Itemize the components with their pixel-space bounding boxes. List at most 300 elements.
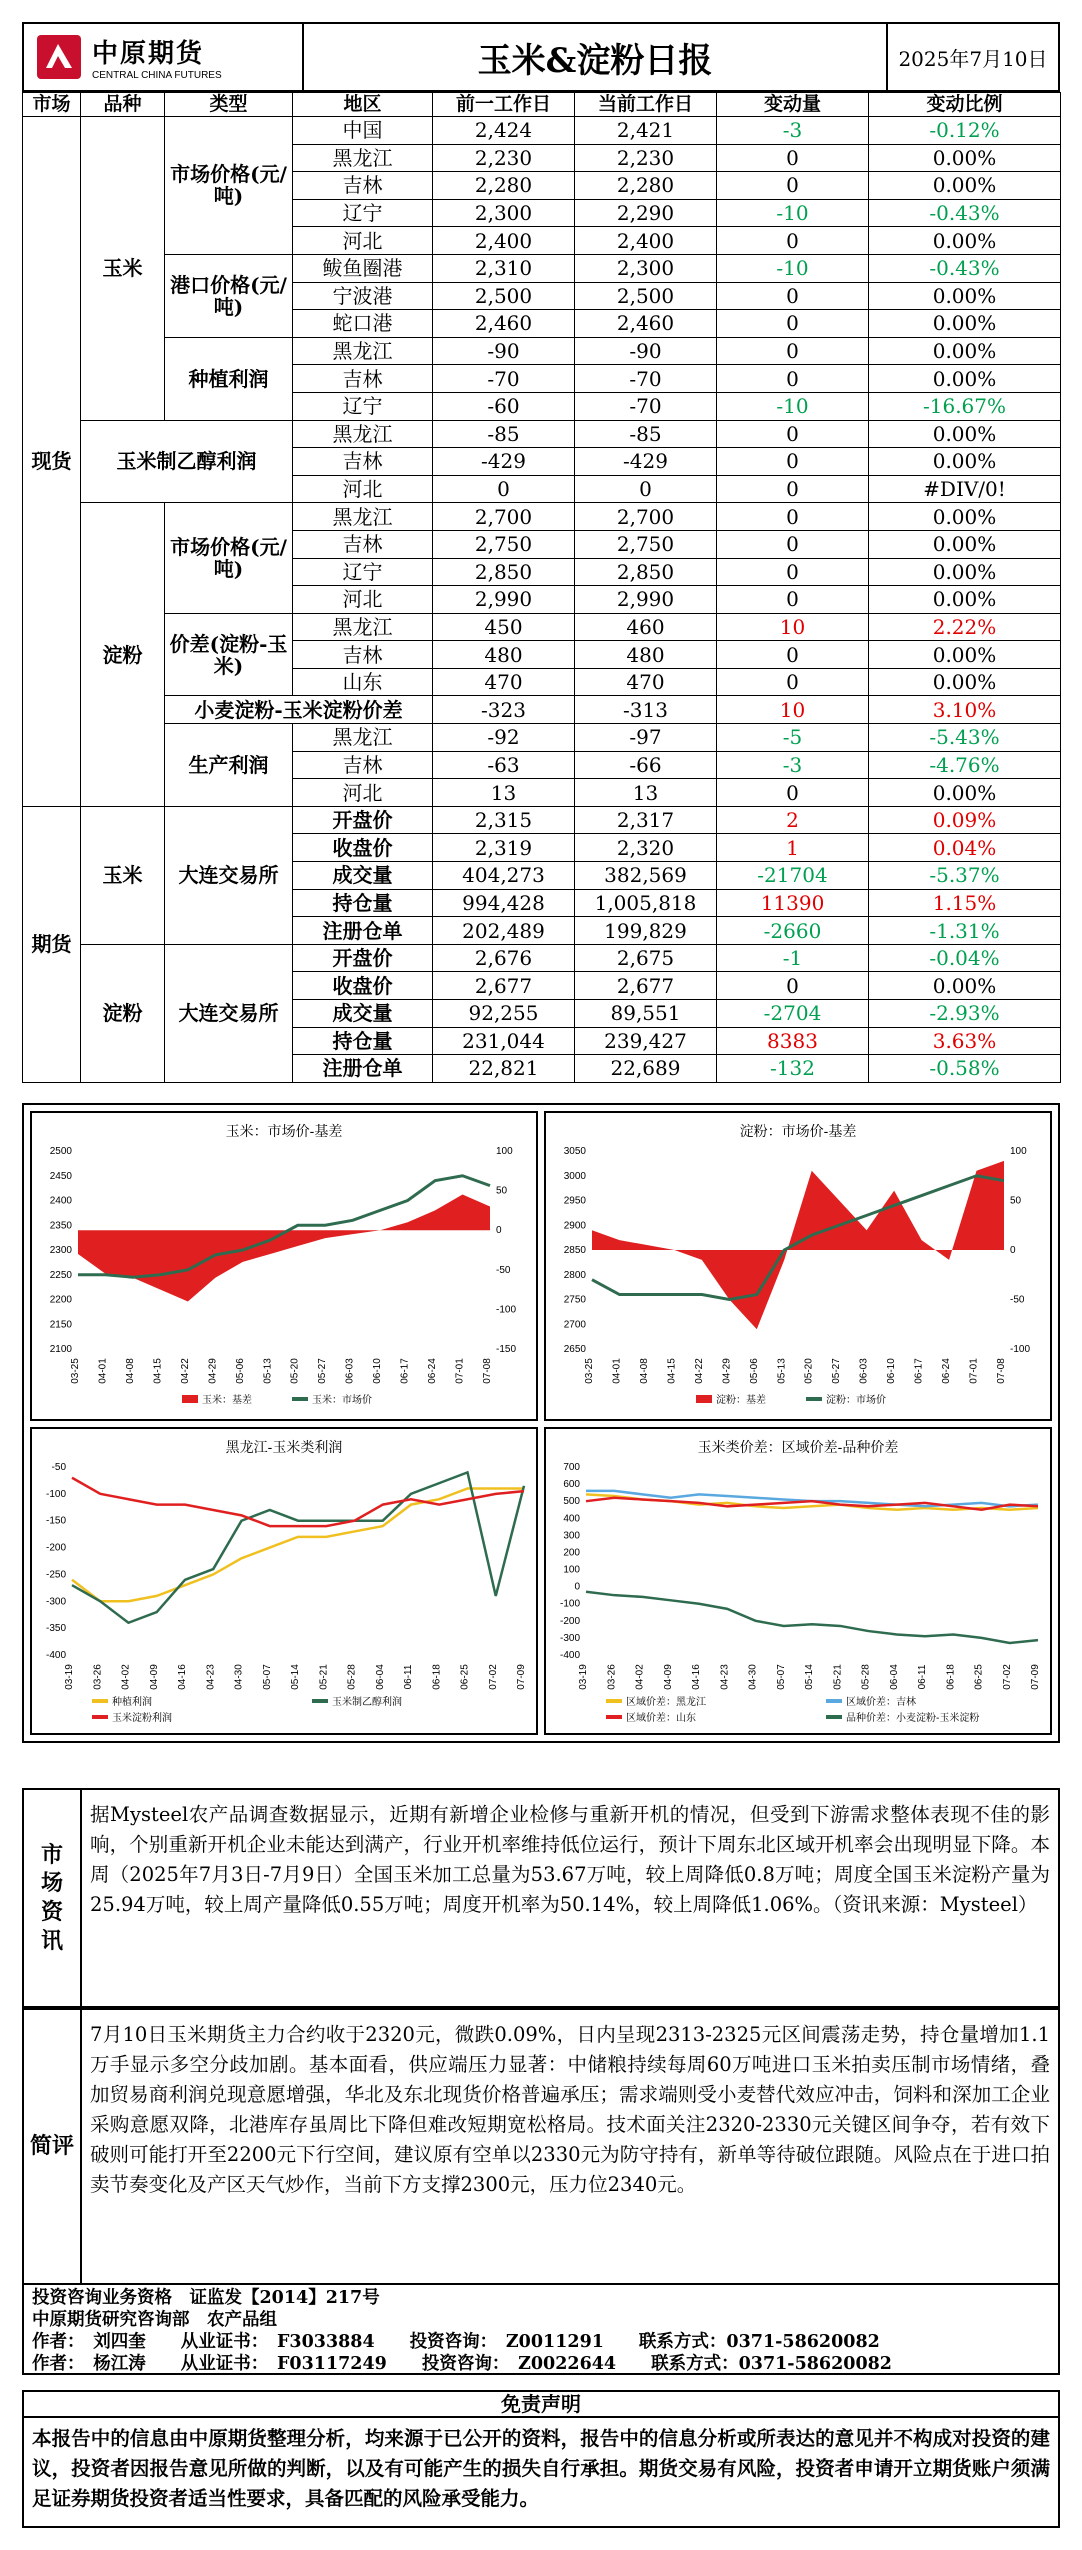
report-header [22, 22, 1060, 92]
prev-cell: 2,315 [433, 806, 575, 834]
change-cell: 0 [717, 337, 869, 365]
legend-swatch [606, 1699, 622, 1703]
y-tick-label: 2500 [49, 1146, 72, 1157]
change-cell: -5 [717, 724, 869, 752]
x-tick-label: 05-06 [234, 1358, 246, 1384]
comment-label: 简评 [24, 2010, 82, 2283]
y-tick-label: 2750 [563, 1294, 586, 1306]
x-tick-label: 06-18 [945, 1664, 957, 1690]
y-tick-label: 2350 [49, 1220, 72, 1232]
y2-tick-label: 100 [1010, 1146, 1027, 1157]
y-tick-label: 100 [563, 1564, 580, 1576]
logo-icon [34, 32, 84, 82]
curr-cell: 2,460 [575, 310, 717, 338]
change-cell: 0 [717, 310, 869, 338]
group-cell: 生产利润 [165, 724, 293, 807]
change-cell: 1 [717, 834, 869, 862]
y-tick-label: 2250 [49, 1269, 72, 1281]
region-cell: 黑龙江 [293, 724, 433, 752]
region-cell: 山东 [293, 668, 433, 696]
region-cell: 收盘价 [293, 972, 433, 1000]
group-cell: 价差(淀粉-玉米) [165, 613, 293, 696]
change-cell: 10 [717, 696, 869, 724]
y2-tick-label: -100 [496, 1304, 517, 1316]
region-cell: 河北 [293, 586, 433, 614]
y2-tick-label: -100 [1010, 1344, 1031, 1355]
y-tick-label: -100 [559, 1598, 580, 1610]
curr-cell: 2,421 [575, 117, 717, 145]
x-tick-label: 04-08 [124, 1358, 136, 1384]
region-cell: 吉林 [293, 751, 433, 779]
region-cell: 黑龙江 [293, 613, 433, 641]
table-row [23, 254, 1061, 282]
change-cell: -3 [717, 117, 869, 145]
x-tick-label: 04-08 [638, 1358, 650, 1384]
pct-cell: 3.10% [869, 696, 1061, 724]
y-tick-label: -400 [559, 1650, 580, 1661]
prev-cell: -323 [433, 696, 575, 724]
col-header: 品种 [81, 93, 165, 117]
group-cell: 种植利润 [165, 337, 293, 420]
legend-swatch [182, 1395, 198, 1403]
region-cell: 成交量 [293, 1000, 433, 1028]
change-cell: -2660 [717, 917, 869, 945]
y-tick-label: -250 [45, 1569, 66, 1581]
table-row [23, 944, 1061, 972]
change-cell: 0 [717, 172, 869, 200]
region-cell: 黑龙江 [293, 420, 433, 448]
news-text: 据Mysteel农产品调查数据显示，近期有新增企业检修与重新开机的情况，但受到下游需求整体表现不佳的影响，个别重新开机企业未能达到满产，行业开机率维持低位运行，预计下周东北区域开机率会出现明显下降。本周（2025年7月3日-7月9日）全国玉米加工总量为53.67万吨，较上周降低0.8万吨；周度全国玉米淀粉产量为25.94万吨，较上周产量降低0.55万吨；周度开机率为50.14%，较上周降低1.06%。（资讯来源：Mysteel） [90, 1803, 1050, 1916]
pct-cell: 2.22% [869, 613, 1061, 641]
legend-swatch [92, 1715, 108, 1719]
change-cell: -132 [717, 1055, 869, 1083]
disclaimer-title: 免责声明 [22, 2390, 1060, 2418]
x-tick-label: 03-25 [584, 1358, 595, 1384]
y-tick-label: 2950 [563, 1195, 586, 1207]
news-label [24, 1790, 82, 2006]
pct-cell: 0.00% [869, 420, 1061, 448]
legend-swatch [292, 1397, 308, 1401]
pct-cell: 0.00% [869, 668, 1061, 696]
col-header: 变动量 [717, 93, 869, 117]
y-tick-label: -400 [45, 1650, 66, 1661]
change-cell: 2 [717, 806, 869, 834]
change-cell: 0 [717, 972, 869, 1000]
prev-cell: 13 [433, 779, 575, 807]
x-tick-label: 07-09 [516, 1664, 527, 1690]
y2-tick-label: 100 [496, 1146, 513, 1157]
pct-cell: 0.00% [869, 503, 1061, 531]
curr-cell: 480 [575, 641, 717, 669]
pct-cell: 0.00% [869, 172, 1061, 200]
x-tick-label: 06-04 [374, 1664, 386, 1690]
pct-cell: 0.09% [869, 806, 1061, 834]
chart-title: 玉米类价差：区域价差-品种价差 [697, 1439, 899, 1455]
change-cell: 0 [717, 530, 869, 558]
chart-svg [546, 1113, 1050, 1419]
curr-cell: 2,400 [575, 227, 717, 255]
group-cell: 玉米 [81, 117, 165, 421]
col-header: 市场 [23, 93, 81, 117]
legend-swatch [826, 1715, 842, 1719]
region-cell: 开盘价 [293, 944, 433, 972]
y2-tick-label: -50 [496, 1264, 511, 1276]
news-label-text: 市场资讯 [40, 1841, 63, 1954]
x-tick-label: 05-06 [748, 1358, 760, 1384]
pct-cell: 0.00% [869, 227, 1061, 255]
change-cell: 0 [717, 365, 869, 393]
pct-cell: -0.43% [869, 199, 1061, 227]
curr-cell: 382,569 [575, 862, 717, 890]
legend-label: 区域价差：山东 [626, 1713, 696, 1724]
chart-svg [546, 1429, 1050, 1733]
company-logo [24, 24, 304, 90]
col-header: 变动比例 [869, 93, 1061, 117]
x-tick-label: 05-13 [262, 1358, 274, 1384]
y-tick-label: 0 [574, 1581, 580, 1593]
curr-cell: -85 [575, 420, 717, 448]
legend-swatch [806, 1397, 822, 1401]
prev-cell: -85 [433, 420, 575, 448]
region-cell: 吉林 [293, 448, 433, 476]
group-cell: 大连交易所 [165, 806, 293, 944]
x-tick-label: 04-16 [177, 1664, 188, 1690]
pct-cell: -5.43% [869, 724, 1061, 752]
group-cell: 市场价格(元/吨) [165, 117, 293, 255]
y-tick-label: 2700 [563, 1319, 586, 1331]
prev-cell: 2,319 [433, 834, 575, 862]
prev-cell: -92 [433, 724, 575, 752]
pct-cell: #DIV/0! [869, 475, 1061, 503]
y-tick-label: 2450 [49, 1170, 72, 1182]
pct-cell: -1.31% [869, 917, 1061, 945]
prev-cell: 994,428 [433, 889, 575, 917]
prev-cell: 2,280 [433, 172, 575, 200]
y2-tick-label: 50 [496, 1185, 508, 1197]
group-cell: 淀粉 [81, 503, 165, 807]
group-cell: 玉米制乙醇利润 [81, 420, 293, 503]
change-cell: -21704 [717, 862, 869, 890]
curr-cell: 2,990 [575, 586, 717, 614]
y2-tick-label: -50 [1010, 1294, 1025, 1306]
region-cell: 辽宁 [293, 199, 433, 227]
x-tick-label: 06-17 [399, 1358, 411, 1384]
legend-label: 淀粉：基差 [716, 1395, 766, 1406]
curr-cell: 2,230 [575, 144, 717, 172]
region-cell: 宁波港 [293, 282, 433, 310]
change-cell: 0 [717, 641, 869, 669]
company-name-cn: 中原期货 [92, 39, 205, 69]
series-line [72, 1488, 524, 1601]
col-header: 当前工作日 [575, 93, 717, 117]
region-cell: 中国 [293, 117, 433, 145]
x-tick-label: 07-02 [487, 1664, 499, 1690]
pct-cell: 0.00% [869, 641, 1061, 669]
curr-cell: 2,320 [575, 834, 717, 862]
pct-cell: -0.43% [869, 254, 1061, 282]
prev-cell: 2,424 [433, 117, 575, 145]
legend-swatch [312, 1699, 328, 1703]
change-cell: 10 [717, 613, 869, 641]
x-tick-label: 06-11 [403, 1664, 414, 1690]
region-cell: 吉林 [293, 172, 433, 200]
region-cell: 辽宁 [293, 558, 433, 586]
prev-cell: 2,400 [433, 227, 575, 255]
x-tick-label: 06-24 [427, 1358, 439, 1384]
pct-cell: -2.93% [869, 1000, 1061, 1028]
series-line [586, 1491, 1038, 1506]
legend-label: 玉米：基差 [202, 1395, 252, 1406]
prev-cell: 2,300 [433, 199, 575, 227]
prev-cell: -90 [433, 337, 575, 365]
legend-swatch [696, 1395, 712, 1403]
region-cell: 鲅鱼圈港 [293, 254, 433, 282]
prev-cell: -60 [433, 392, 575, 420]
prev-cell: 450 [433, 613, 575, 641]
prev-cell: 2,676 [433, 944, 575, 972]
legend-label: 淀粉：市场价 [826, 1395, 886, 1406]
x-tick-label: 07-08 [482, 1358, 493, 1384]
legend-swatch [606, 1715, 622, 1719]
x-tick-label: 06-25 [973, 1664, 985, 1690]
y-tick-label: -50 [51, 1462, 66, 1473]
prev-cell: 2,310 [433, 254, 575, 282]
chart-svg [32, 1113, 536, 1419]
region-cell: 持仓量 [293, 1027, 433, 1055]
x-tick-label: 04-01 [611, 1358, 623, 1384]
x-tick-label: 05-28 [860, 1664, 872, 1690]
curr-cell: 2,700 [575, 503, 717, 531]
disclaimer-text: 本报告中的信息由中原期货整理分析，均来源于已公开的资料，报告中的信息分析或所表达的意见并不构成对投资的建议，投资者因报告意见所做的判断，以及有可能产生的损失自行承担。期货交易有风险，投资者申请开立期货账户须满足证券期货投资者适当性要求，具备匹配的风险承受能力。 [22, 2418, 1060, 2528]
table-row [23, 503, 1061, 531]
x-tick-label: 03-19 [64, 1664, 75, 1690]
x-tick-label: 04-09 [662, 1664, 674, 1690]
dept-line: 中原期货研究咨询部 农产品组 [32, 2310, 277, 2330]
pct-cell: 0.00% [869, 310, 1061, 338]
prev-cell: 92,255 [433, 1000, 575, 1028]
x-tick-label: 05-20 [803, 1358, 815, 1384]
change-cell: 0 [717, 779, 869, 807]
y-tick-label: -200 [45, 1542, 66, 1554]
market-news [22, 1788, 1060, 2008]
prev-cell: 2,700 [433, 503, 575, 531]
y-tick-label: 2300 [49, 1245, 72, 1256]
curr-cell: -97 [575, 724, 717, 752]
pct-cell: -0.04% [869, 944, 1061, 972]
change-cell: -1 [717, 944, 869, 972]
legend-swatch [92, 1699, 108, 1703]
pct-cell: 0.04% [869, 834, 1061, 862]
curr-cell: 2,675 [575, 944, 717, 972]
curr-cell: 470 [575, 668, 717, 696]
x-tick-label: 04-09 [148, 1664, 160, 1690]
y-tick-label: -300 [45, 1596, 66, 1608]
group-cell: 淀粉 [81, 944, 165, 1082]
change-cell: -3 [717, 751, 869, 779]
pct-cell: 0.00% [869, 586, 1061, 614]
y-tick-label: 2400 [49, 1195, 72, 1207]
y-tick-label: 2800 [563, 1269, 586, 1281]
charts-panel [22, 1103, 1060, 1743]
curr-cell: 2,677 [575, 972, 717, 1000]
legend-label: 区域价差：黑龙江 [626, 1697, 706, 1708]
report-title: 玉米&淀粉日报 [304, 24, 888, 90]
legend-label: 玉米淀粉利润 [112, 1713, 172, 1724]
x-tick-label: 06-03 [858, 1358, 870, 1384]
pct-cell: -5.37% [869, 862, 1061, 890]
x-tick-label: 03-26 [92, 1664, 104, 1690]
prev-cell: 2,460 [433, 310, 575, 338]
prev-cell: -70 [433, 365, 575, 393]
table-row [23, 724, 1061, 752]
prev-cell: 404,273 [433, 862, 575, 890]
x-tick-label: 06-03 [344, 1358, 356, 1384]
y-tick-label: 300 [563, 1530, 580, 1542]
prev-cell: 2,500 [433, 282, 575, 310]
x-tick-label: 06-17 [913, 1358, 925, 1384]
x-tick-label: 05-28 [346, 1664, 358, 1690]
change-cell: -10 [717, 199, 869, 227]
change-cell: 0 [717, 503, 869, 531]
curr-cell: 239,427 [575, 1027, 717, 1055]
y-tick-label: 2150 [49, 1319, 72, 1331]
starch-basis-chart [544, 1111, 1052, 1421]
pct-cell: 0.00% [869, 365, 1061, 393]
y-tick-label: -150 [45, 1515, 66, 1527]
change-cell: 0 [717, 227, 869, 255]
change-cell: 0 [717, 586, 869, 614]
x-tick-label: 04-15 [666, 1358, 678, 1384]
license-line: 投资咨询业务资格 证监发【2014】217号 [32, 2288, 380, 2308]
x-tick-label: 03-19 [578, 1664, 589, 1690]
group-cell: 期货 [23, 806, 81, 1082]
heilongjiang-profit-chart [30, 1427, 538, 1735]
chart-title: 玉米：市场价-基差 [225, 1123, 343, 1139]
region-cell: 黑龙江 [293, 337, 433, 365]
curr-cell: 2,750 [575, 530, 717, 558]
x-tick-label: 05-27 [317, 1358, 329, 1384]
report-date: 2025年7月10日 [898, 46, 1048, 71]
curr-cell: 199,829 [575, 917, 717, 945]
curr-cell: 2,850 [575, 558, 717, 586]
region-cell: 注册仓单 [293, 917, 433, 945]
legend-label: 玉米：市场价 [312, 1395, 372, 1406]
region-cell: 注册仓单 [293, 1055, 433, 1083]
y-tick-label: 2850 [563, 1245, 586, 1256]
change-cell: 11390 [717, 889, 869, 917]
y-tick-label: 2900 [563, 1220, 586, 1232]
legend-label: 玉米制乙醇利润 [332, 1697, 402, 1708]
chart-title: 黑龙江-玉米类利润 [225, 1439, 343, 1455]
x-tick-label: 04-30 [747, 1664, 759, 1690]
basis-area [78, 1195, 490, 1302]
x-tick-label: 04-02 [120, 1664, 132, 1690]
pct-cell: 0.00% [869, 972, 1061, 1000]
y2-tick-label: 0 [1010, 1245, 1016, 1256]
chart-title: 淀粉：市场价-基差 [739, 1123, 857, 1139]
group-cell: 玉米 [81, 806, 165, 944]
curr-cell: -429 [575, 448, 717, 476]
prev-cell: 2,750 [433, 530, 575, 558]
prev-cell: -63 [433, 751, 575, 779]
x-tick-label: 04-30 [233, 1664, 245, 1690]
prev-cell: 480 [433, 641, 575, 669]
prev-cell: 2,230 [433, 144, 575, 172]
table-row [23, 420, 1061, 448]
pct-cell: -0.58% [869, 1055, 1061, 1083]
x-tick-label: 06-04 [888, 1664, 900, 1690]
change-cell: -10 [717, 254, 869, 282]
x-tick-label: 06-18 [431, 1664, 443, 1690]
pct-cell: -16.67% [869, 392, 1061, 420]
region-cell: 河北 [293, 227, 433, 255]
col-header: 类型 [165, 93, 293, 117]
curr-cell: 13 [575, 779, 717, 807]
x-tick-label: 05-14 [804, 1664, 815, 1690]
region-cell: 黑龙江 [293, 144, 433, 172]
region-cell: 开盘价 [293, 806, 433, 834]
region-cell: 持仓量 [293, 889, 433, 917]
curr-cell: -70 [575, 392, 717, 420]
prev-cell: 470 [433, 668, 575, 696]
region-cell: 吉林 [293, 641, 433, 669]
y-tick-label: -200 [559, 1615, 580, 1627]
pct-cell: 0.00% [869, 144, 1061, 172]
curr-cell: -66 [575, 751, 717, 779]
change-cell: 0 [717, 282, 869, 310]
x-tick-label: 05-21 [832, 1664, 844, 1690]
prev-cell: 202,489 [433, 917, 575, 945]
group-cell: 大连交易所 [165, 944, 293, 1082]
x-tick-label: 06-10 [886, 1358, 898, 1384]
change-cell: 0 [717, 448, 869, 476]
company-name-en: CENTRAL CHINA FUTURES [92, 70, 222, 81]
pct-cell: 0.00% [869, 282, 1061, 310]
author-line: 作者： 杨江涛 从业证书： F03117249 投资咨询： Z0022644 联系方式：0371-58620082 [32, 2354, 892, 2374]
pct-cell: -4.76% [869, 751, 1061, 779]
x-tick-label: 05-07 [775, 1664, 787, 1690]
region-cell: 辽宁 [293, 392, 433, 420]
table-row [23, 613, 1061, 641]
pct-cell: 0.00% [869, 779, 1061, 807]
x-tick-label: 07-08 [996, 1358, 1007, 1384]
y-tick-label: 2200 [49, 1294, 72, 1306]
group-cell: 港口价格(元/吨) [165, 254, 293, 337]
pct-cell: -0.12% [869, 117, 1061, 145]
x-tick-label: 06-24 [941, 1358, 953, 1384]
curr-cell: 89,551 [575, 1000, 717, 1028]
curr-cell: -313 [575, 696, 717, 724]
y-tick-label: 400 [563, 1513, 580, 1525]
chart-svg [32, 1429, 536, 1733]
x-tick-label: 04-16 [691, 1664, 702, 1690]
prev-cell: 2,677 [433, 972, 575, 1000]
legend-swatch [826, 1699, 842, 1703]
change-cell: 0 [717, 668, 869, 696]
region-cell: 河北 [293, 779, 433, 807]
prev-cell: 22,821 [433, 1055, 575, 1083]
curr-cell: 1,005,818 [575, 889, 717, 917]
x-tick-label: 03-26 [606, 1664, 618, 1690]
group-cell: 现货 [23, 117, 81, 807]
curr-cell: 2,300 [575, 254, 717, 282]
x-tick-label: 04-29 [207, 1358, 219, 1384]
x-tick-label: 07-02 [1001, 1664, 1013, 1690]
region-cell: 成交量 [293, 862, 433, 890]
y2-tick-label: 0 [496, 1225, 502, 1237]
pct-cell: 0.00% [869, 530, 1061, 558]
x-tick-label: 04-02 [634, 1664, 646, 1690]
